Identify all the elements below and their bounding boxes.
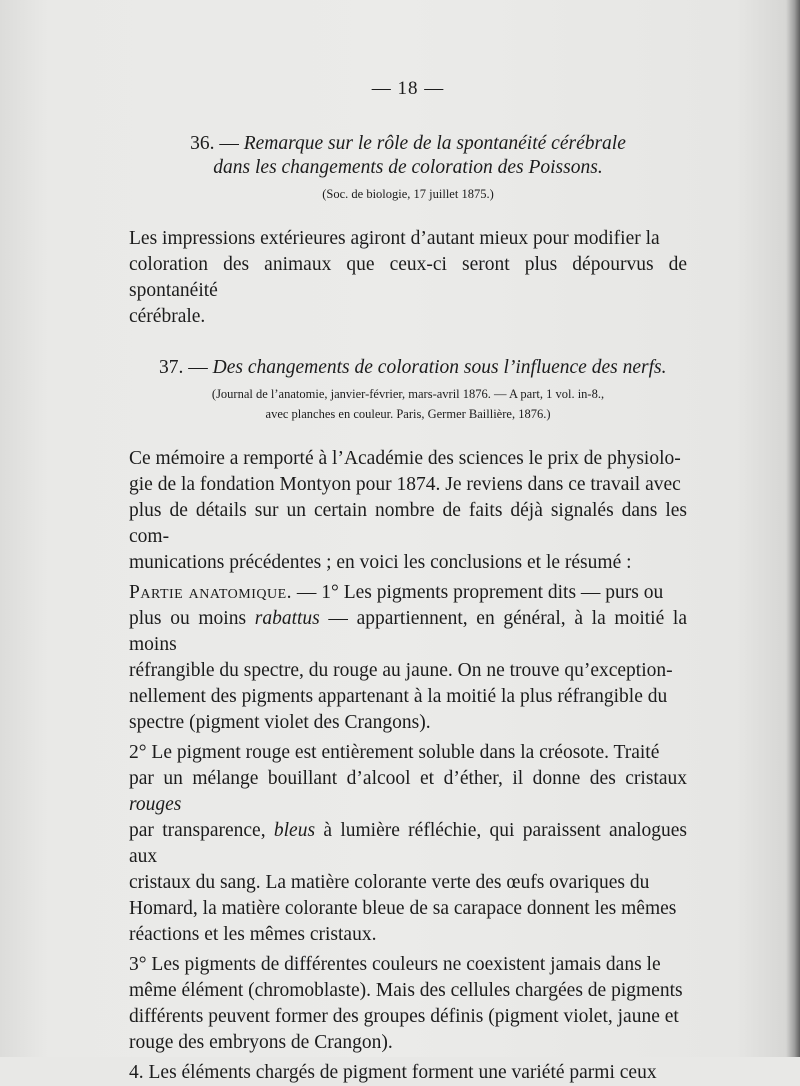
page-content <box>129 78 687 1086</box>
point-2-line-5: Homard, la matière colorante bleue de sa carapace donnent les mêmes <box>129 898 677 919</box>
point-2-line-3a: par transparence, <box>129 820 274 841</box>
page-number: — 18 — <box>371 78 445 99</box>
point-3-line-1: 3° Les pigments de différentes couleurs ne coexistent jamais dans le <box>129 954 661 975</box>
partie-line-2b: — appartiennent, en général, à la moitié la moins <box>129 608 687 655</box>
point-3-line-4: rouge des embryons de Crangon). <box>129 1032 393 1053</box>
partie-line-4: nellement des pigments appartenant à la moitié la plus réfrangible du <box>129 686 668 707</box>
partie-line-5: spectre (pigment violet des Crangons). <box>129 712 431 733</box>
point-4-paragraph <box>129 1060 687 1086</box>
para-37-line-4: munications précédentes ; en voici les conclusions et le résumé : <box>129 552 632 573</box>
partie-line-2a: plus ou moins <box>129 608 255 629</box>
point-2-line-4: cristaux du sang. La matière colorante verte des œufs ovariques du <box>129 872 650 893</box>
point-3-line-2: même élément (chromoblaste). Mais des cellules chargées de pigments <box>129 980 683 1001</box>
entry-37-number: 37. — <box>159 357 208 378</box>
point-2-line-3-italic: bleus <box>273 820 316 841</box>
point-4-line-1: 4. Les éléments chargés de pigment forment une variété parmi ceux <box>129 1062 657 1083</box>
point-2-line-2-italic: rouges <box>129 794 182 815</box>
point-2-paragraph <box>129 740 687 948</box>
entry-37-title-text: Des changements de coloration sous l’influence des nerfs. <box>212 357 667 378</box>
entry-36-number: 36. — <box>190 133 239 154</box>
entry-37-title <box>129 356 687 380</box>
point-2-line-2a: par un mélange bouillant d’alcool et d’éther, il donne des cristaux <box>129 768 687 789</box>
para-37-line-2: gie de la fondation Montyon pour 1874. Je reviens dans ce travail avec <box>129 474 681 495</box>
partie-line-2-italic: rabattus <box>254 608 320 629</box>
point-2-line-3b: à lumière réfléchie, qui paraissent analogues aux <box>129 820 687 867</box>
point-2-line-6: réactions et les mêmes cristaux. <box>129 924 377 945</box>
entry-36-title-line2: dans les changements de coloration des Poissons. <box>213 157 603 178</box>
point-3-line-3: différents peuvent former des groupes définis (pigment violet, jaune et <box>129 1006 679 1027</box>
partie-anatomique-label: Partie anatomique. <box>129 582 293 603</box>
point-2-line-1: 2° Le pigment rouge est entièrement soluble dans la créosote. Traité <box>129 742 660 763</box>
entry-36-title <box>129 132 687 180</box>
entry-36-title-line1: Remarque sur le rôle de la spontanéité cérébrale <box>243 133 626 154</box>
entry-37-citation-line-2: avec planches en couleur. Paris, Germer Baillière, 1876.) <box>265 407 551 421</box>
entry-37-paragraph <box>129 446 687 576</box>
para-36-line-3: cérébrale. <box>129 306 206 327</box>
para-36-line-1: Les impressions extérieures agiront d’autant mieux pour modifier la <box>129 228 660 249</box>
partie-line-3: réfrangible du spectre, du rouge au jaune. On ne trouve qu’exception- <box>129 660 673 681</box>
para-36-line-2: coloration des animaux que ceux-ci seront plus dépourvus de spontanéité <box>129 254 687 301</box>
entry-36-paragraph <box>129 226 687 330</box>
point-3-paragraph <box>129 952 687 1056</box>
partie-line-1: — 1° Les pigments proprement dits — purs ou <box>292 582 664 603</box>
entry-37-citation-line-1: (Journal de l’anatomie, janvier-février, mars-avril 1876. — A part, 1 vol. in-8., <box>211 387 605 401</box>
partie-anatomique-paragraph <box>129 580 687 736</box>
entry-37-citation <box>129 384 687 424</box>
para-37-line-3: plus de détails sur un certain nombre de faits déjà signalés dans les com- <box>129 500 687 547</box>
para-37-line-1: Ce mémoire a remporté à l’Académie des sciences le prix de physiolo- <box>129 448 681 469</box>
page-edge-shadow <box>786 0 800 1057</box>
entry-36-citation: (Soc. de biologie, 17 juillet 1875.) <box>322 187 494 201</box>
